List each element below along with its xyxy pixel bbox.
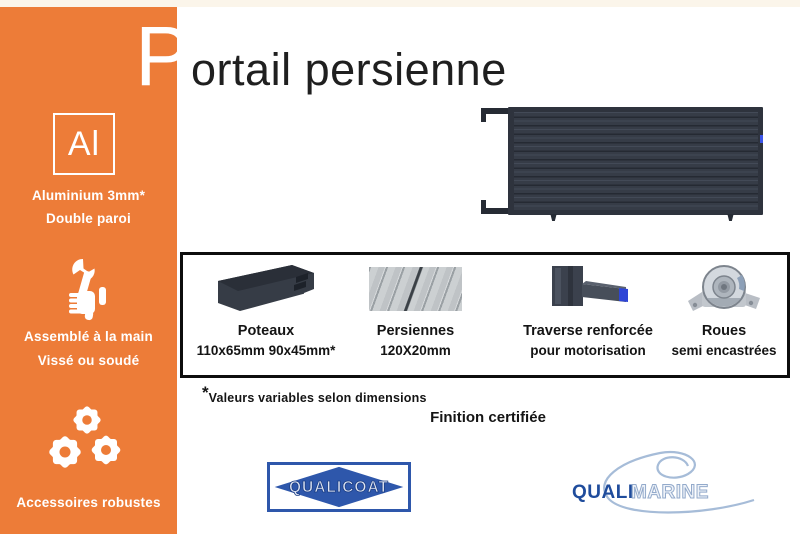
page-title-rest: ortail persienne	[191, 44, 507, 95]
gate-bottom-rail-cap	[481, 200, 486, 214]
feature-persiennes	[348, 265, 483, 361]
qualicoat-logo-text: QUALICOAT	[289, 479, 389, 496]
gate-illustration	[481, 103, 766, 221]
wheel-thumbnail	[660, 265, 788, 313]
gears-icon	[44, 400, 124, 474]
aluminium-symbol-text: Al	[67, 124, 101, 163]
footnote	[202, 383, 427, 407]
beam-thumbnail	[498, 265, 678, 313]
top-strip	[0, 0, 800, 7]
qualicoat-logo	[267, 462, 411, 512]
feature-title: Poteaux	[237, 323, 295, 339]
feature-title: Persiennes	[376, 323, 455, 339]
sidebar-label-aluminium: Aluminium 3mm*	[31, 188, 146, 203]
qualimarine-logo	[558, 450, 770, 522]
post-thumbnail	[191, 265, 341, 313]
sidebar-label-accessoires: Accessoires robustes	[16, 495, 161, 510]
gate-louvers	[514, 112, 758, 210]
feature-poteaux	[191, 265, 341, 361]
sidebar-label-double-paroi: Double paroi	[46, 211, 131, 226]
features-box	[180, 252, 790, 378]
gate-top-rail-cap	[481, 108, 486, 122]
wrench-hand-icon	[62, 258, 114, 322]
feature-subtitle: semi encastrées	[671, 343, 777, 358]
gate-blue-marker	[760, 135, 763, 143]
aluminium-symbol-icon	[53, 113, 115, 175]
page-title-initial: P	[135, 9, 192, 103]
feature-title: Traverse renforcée	[523, 323, 653, 339]
gate-body	[508, 107, 763, 215]
qualimarine-logo-marine: MARINE	[631, 482, 709, 503]
gate-wheel-right	[726, 214, 735, 221]
louver-thumbnail	[348, 265, 483, 313]
footnote-text: Valeurs variables selon dimensions	[208, 391, 427, 405]
sidebar-label-assemble: Assemblé à la main	[24, 329, 153, 344]
feature-title: Roues	[701, 323, 747, 339]
finition-certifiee-label: Finition certifiée	[430, 409, 546, 426]
feature-subtitle: pour motorisation	[530, 343, 646, 358]
qualimarine-logo-quali: QUALI	[572, 482, 634, 503]
gate-wheel-left	[549, 214, 558, 221]
feature-subtitle: 120X20mm	[380, 343, 451, 358]
page-title	[135, 9, 507, 103]
feature-subtitle: 110x65mm 90x45mm*	[196, 343, 336, 358]
footnote-asterisk: *	[202, 383, 209, 402]
feature-traverse	[498, 265, 678, 361]
feature-roues	[660, 265, 788, 361]
sidebar-label-visse: Vissé ou soudé	[37, 353, 140, 368]
